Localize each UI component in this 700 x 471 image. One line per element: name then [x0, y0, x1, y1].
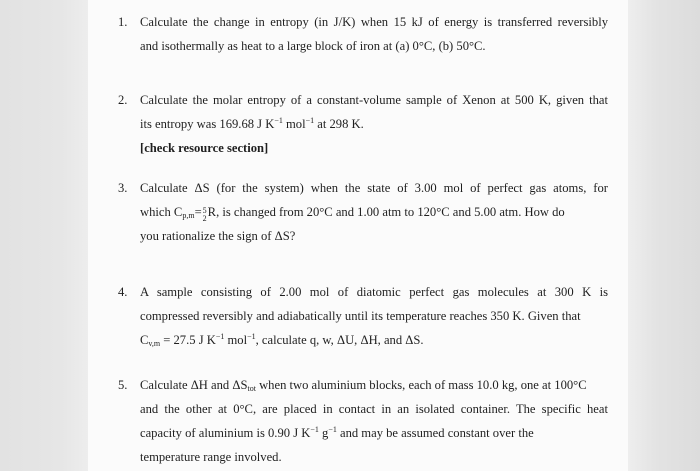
question-text-line: A sample consisting of 2.00 mol of diatomic perfect gas molecules at 300 K is: [140, 285, 608, 299]
resource-note: [check resource section]: [140, 141, 269, 155]
question-text-line: and isothermally as heat to a large block of iron at (a) 0°C, (b) 50°C.: [140, 39, 486, 53]
question-5: [118, 373, 608, 469]
question-text-line: its entropy was 169.68 J $K^{-1}$ mol$^{-1}$ at 298 K.: [140, 116, 364, 131]
question-text-line: $C_{v,m} = 27.5$ J $K^{-1}$ mol$^{-1}$, calculate q, w, ΔU, ΔH, and ΔS.: [140, 332, 424, 348]
question-number: 4.: [118, 285, 128, 299]
question-text-line: and the other at 0°C, are placed in contact in an isolated container. The specific heat: [140, 402, 608, 416]
question-text-line: Calculate ΔH and $\Delta S_{tot}$ when two aluminium blocks, each of mass 10.0 kg, one at 100°C: [140, 378, 587, 393]
question-text-line: which $C_{p,m}=$ 5 2 R, is changed from 20°C and 1.00 atm to 120°C and 5.00 atm. How do: [140, 205, 565, 223]
question-4: [118, 280, 608, 352]
question-text-line: Calculate ΔS (for the system) when the state of 3.00 mol of perfect gas atoms, for: [140, 181, 608, 195]
left-page-shadow: [0, 0, 88, 471]
question-text-line: Calculate the change in entropy (in J/K) when 15 kJ of energy is transferred reversibly: [140, 15, 608, 29]
question-3: [118, 176, 608, 248]
fraction: 5 2: [202, 206, 207, 223]
right-page-shadow: [628, 0, 700, 471]
question-text-line: compressed reversibly and adiabatically until its temperature reaches 350 K. Given that: [140, 309, 581, 323]
question-2: [118, 88, 608, 160]
question-text-line: temperature range involved.: [140, 450, 282, 464]
question-number: 1.: [118, 15, 128, 29]
question-text-line: you rationalize the sign of ΔS?: [140, 229, 296, 243]
question-1: [118, 10, 608, 58]
question-text-line: capacity of aluminium is 0.90 J $K^{-1}$ $g^{-1}$ and may be assumed constant over the: [140, 425, 534, 440]
question-number: 5.: [118, 378, 128, 392]
question-text-line: Calculate the molar entropy of a constant-volume sample of Xenon at 500 K, given that: [140, 93, 608, 107]
question-number: 2.: [118, 93, 128, 107]
question-number: 3.: [118, 181, 128, 195]
